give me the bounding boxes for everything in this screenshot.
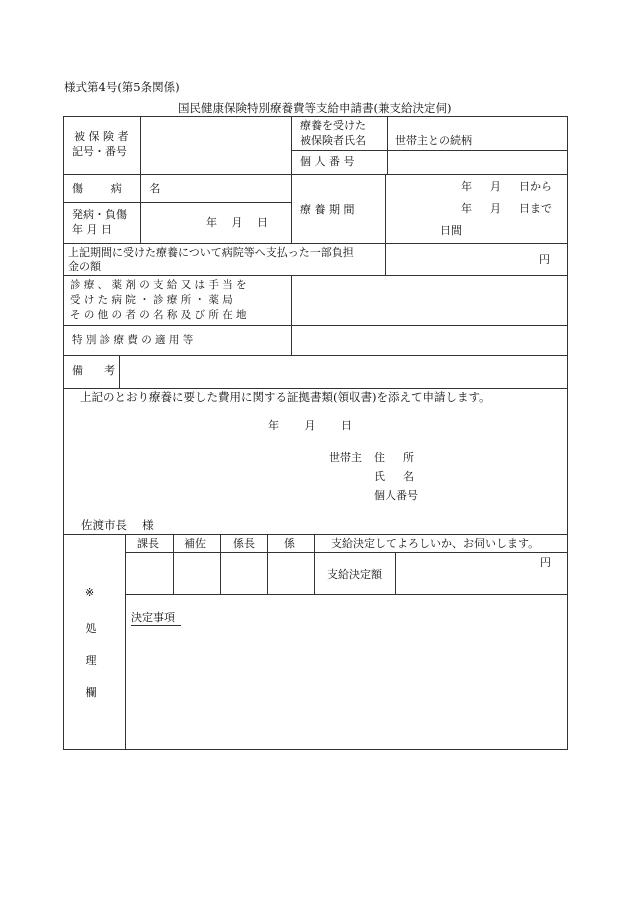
processing-column-label-3: 欄 bbox=[85, 686, 97, 699]
processing-column-label-2: 理 bbox=[85, 654, 97, 667]
head-of-household-label: 世帯主 bbox=[329, 451, 362, 464]
stamp-box-staff[interactable] bbox=[268, 553, 313, 593]
stamp-subsection-chief-label: 係長 bbox=[233, 537, 255, 550]
application-date[interactable]: 年 月 日 bbox=[268, 419, 352, 432]
paid-amount-yen: 円 bbox=[539, 253, 550, 266]
stamp-staff-label: 係 bbox=[284, 537, 295, 550]
insured-number-field[interactable] bbox=[141, 117, 290, 173]
facility-label-3: そ の 他 の 者 の 名 称 及 び 所 在 地 bbox=[70, 309, 247, 321]
facility-label-2: 受 け た 病 院 ・ 診 療 所 ・ 薬 局 bbox=[70, 294, 233, 306]
period-days[interactable]: 日間 bbox=[440, 224, 462, 237]
stamp-box-assistant[interactable] bbox=[174, 553, 219, 593]
paid-amount-field[interactable] bbox=[386, 244, 536, 274]
paid-amount-label: 上記期間に受けた療養について病院等へ支払った一部負担 bbox=[68, 246, 354, 259]
stamp-box-subsection-chief[interactable] bbox=[221, 553, 266, 593]
facility-field[interactable] bbox=[292, 276, 567, 324]
onset-date[interactable]: 年 月 日 bbox=[206, 216, 268, 229]
address-label: 住 所 bbox=[374, 451, 414, 464]
decision-items-field[interactable] bbox=[126, 630, 567, 749]
period-label: 療 養 期 間 bbox=[300, 203, 355, 216]
stamp-section-chief-label: 課長 bbox=[137, 537, 159, 550]
relation-label: 世帯主との続柄 bbox=[395, 134, 472, 147]
payment-amount-label: 支給決定額 bbox=[327, 568, 382, 581]
remarks-label: 備 考 bbox=[72, 364, 124, 377]
recipient-name-field[interactable] bbox=[388, 117, 567, 149]
period-from[interactable]: 年 月 日から bbox=[461, 180, 552, 193]
recipient-label-2: 被保険者氏名 bbox=[300, 134, 366, 147]
form-title: 国民健康保険特別療養費等支給申請書(兼支給決定伺) bbox=[178, 101, 452, 115]
special-care-field[interactable] bbox=[292, 326, 567, 354]
form-number: 様式第4号(第5条関係) bbox=[64, 80, 180, 94]
paid-amount-label-2: 金の額 bbox=[68, 260, 101, 273]
application-statement: 上記のとおり療養に要した費用に関する証拠書類(領収書)を添えて申請します。 bbox=[80, 390, 491, 404]
name-label: 氏 名 bbox=[374, 470, 414, 483]
payment-amount-field[interactable] bbox=[396, 553, 536, 593]
stamp-assistant-label: 補佐 bbox=[184, 537, 206, 550]
facility-label: 診 療 、 薬 剤 の 支 給 又 は 手 当 を bbox=[70, 279, 247, 291]
payment-amount-yen: 円 bbox=[540, 556, 551, 569]
applicant-personal-number-label: 個人番号 bbox=[374, 489, 418, 502]
asterisk-mark: ※ bbox=[85, 586, 95, 599]
remarks-field[interactable] bbox=[120, 356, 567, 387]
personal-number-field[interactable] bbox=[388, 151, 567, 173]
stamp-box-section-chief[interactable] bbox=[126, 553, 172, 593]
special-care-label: 特 別 診 療 費 の 適 用 等 bbox=[72, 334, 194, 346]
decision-items-label: 決定事項 bbox=[131, 611, 181, 626]
injury-name-field[interactable] bbox=[141, 175, 290, 201]
injury-name-label: 傷 病 名 bbox=[72, 182, 173, 195]
approval-text: 支給決定してよろしいか、お伺いします。 bbox=[331, 537, 540, 550]
onset-label-2: 年 月 日 bbox=[72, 223, 112, 236]
personal-number-label: 個 人 番 号 bbox=[300, 155, 355, 168]
onset-label: 発病・負傷 bbox=[72, 208, 127, 221]
insured-number-label-2: 記号・番号 bbox=[72, 145, 127, 158]
processing-column-label-1: 処 bbox=[85, 622, 97, 635]
period-to[interactable]: 年 月 日まで bbox=[461, 202, 552, 215]
addressee: 佐渡市長 様 bbox=[81, 518, 154, 532]
insured-number-label: 被 保 険 者 bbox=[74, 130, 129, 143]
recipient-label: 療養を受けた bbox=[300, 119, 366, 132]
